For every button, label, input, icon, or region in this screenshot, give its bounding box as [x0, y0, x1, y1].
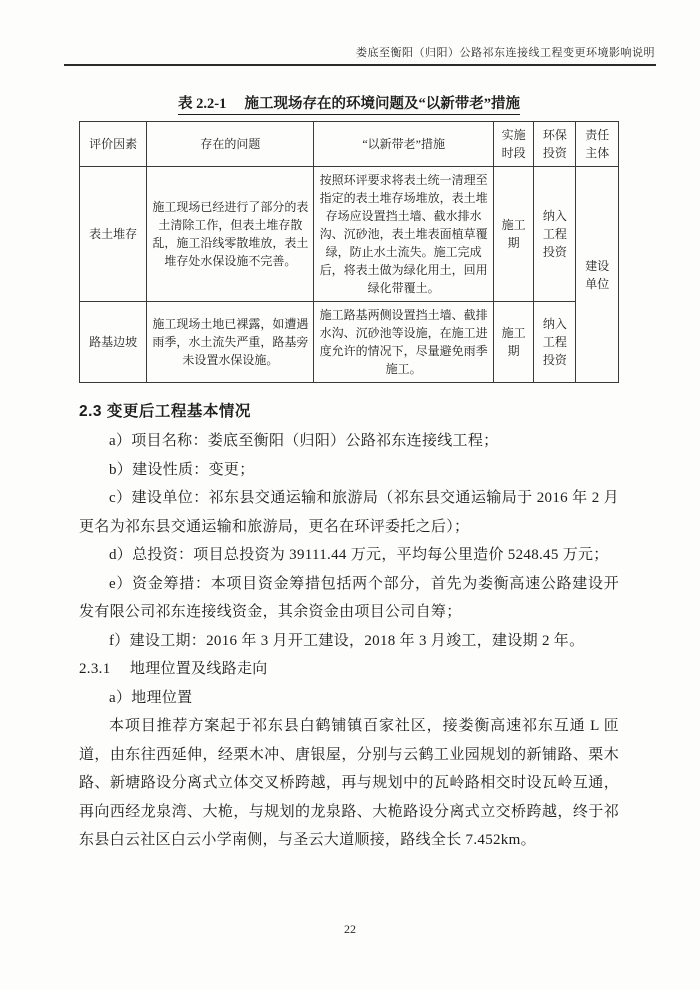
running-header-title: 娄底至衡阳（归阳）公路祁东连接线工程变更环境影响说明	[356, 47, 655, 59]
column-header-measure: “以新带老”措施	[314, 122, 494, 167]
cell-measure: 按照环评要求将表土统一清理至指定的表土堆存场堆放，表土堆存场应设置挡土墙、截水排水沟、沉砂池，表土堆表面植草覆绿，防止水土流失。施工完成后，将表土做为绿化用土，回用绿化带覆土。	[314, 167, 494, 302]
table-title-text: 表 2.2-1 施工现场存在的环境问题及“以新带老”措施	[178, 96, 520, 115]
cell-measure: 施工路基两侧设置挡土墙、截排水沟、沉砂池等设施，在施工进度允许的情况下，尽量避免雨季施工。	[314, 302, 494, 383]
table-header-row	[80, 122, 619, 167]
header-rule	[64, 64, 656, 66]
cell-investment: 纳入工程投资	[534, 302, 576, 383]
list-item-c: c）建设单位：祁东县交通运输和旅游局（祁东县交通运输局于 2016 年 2 月更名为祁东县交通运输和旅游局，更名在环评委托之后）；	[79, 490, 619, 535]
cell-problem: 施工现场已经进行了部分的表土清除工作，但表土堆存散乱，施工沿线零散堆放，表土堆存处水保设施不完善。	[147, 167, 314, 302]
column-header-period: 实施时段	[493, 122, 533, 167]
page-number: 22	[344, 922, 356, 936]
column-header-responsibility: 责任主体	[576, 122, 619, 167]
location-paragraph: 本项目推荐方案起于祁东县白鹤铺镇百家社区，接娄衡高速祁东互通 L 匝道，由东往西延伸，经栗木冲、唐银屋，分别与云鹤工业园规划的新铺路、栗木路、新塘路设分离式立体交叉桥跨越，再与规划中的瓦岭路相交时设瓦岭互通，再向西经龙泉湾、大桅，与规划的龙泉路、大桅路设分离式立交桥跨越，终于祁东县白云社区白云小学南侧，与圣云大道顺接，路线全长 7.452km。	[79, 718, 619, 848]
env-measures-table	[79, 121, 619, 383]
section-heading-2-3-1: 2.3.1 地理位置及线路走向	[79, 661, 268, 677]
table-row	[80, 302, 619, 383]
list-item-e: e）资金筹措：本项目资金筹措包括两个部分，首先为娄衡高速公路建设开发有限公司祁东连接线资金，其余资金由项目公司自筹；	[79, 575, 619, 620]
table-row	[80, 167, 619, 302]
cell-factor: 路基边坡	[80, 302, 147, 383]
column-header-problem: 存在的问题	[147, 122, 314, 167]
column-header-factor: 评价因素	[80, 122, 147, 167]
cell-factor: 表土堆存	[80, 167, 147, 302]
cell-responsibility: 建设单位	[576, 167, 619, 383]
cell-problem: 施工现场土地已裸露，如遭遇雨季，水土流失严重，路基旁未设置水保设施。	[147, 302, 314, 383]
list-item-a: a）项目名称：娄底至衡阳（归阳）公路祁东连接线工程；	[109, 433, 499, 449]
column-header-investment: 环保投资	[534, 122, 576, 167]
list-item-b: b）建设性质：变更；	[109, 461, 255, 478]
cell-period: 施工期	[493, 302, 533, 383]
section-heading-2-3: 2.3 变更后工程基本情况	[79, 403, 251, 420]
table-title	[79, 92, 619, 113]
cell-period: 施工期	[493, 167, 533, 302]
sub-item-a: a）地理位置	[109, 689, 193, 706]
list-item-f: f）建设工期：2016 年 3 月开工建设，2018 年 3 月竣工，建设期 2 年。	[109, 632, 585, 649]
page-content	[79, 92, 619, 855]
cell-investment: 纳入工程投资	[534, 167, 576, 302]
list-item-d: d）总投资：项目总投资为 39111.44 万元，平均每公里造价 5248.45 万元；	[109, 547, 609, 563]
